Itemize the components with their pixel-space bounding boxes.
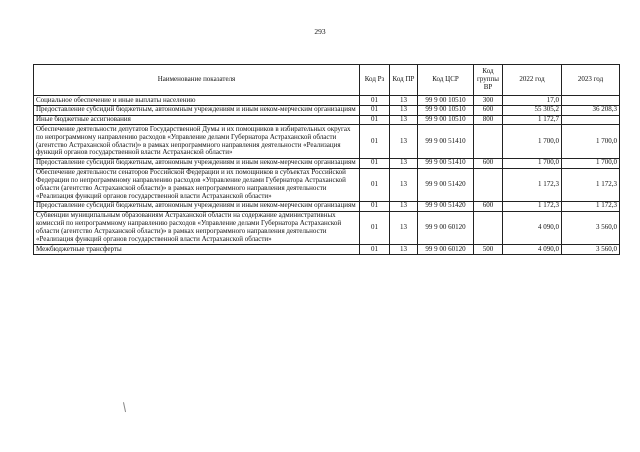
row-2023: 3 560,0	[562, 245, 620, 255]
row-rz: 01	[360, 96, 390, 106]
header-rz: Код Рз	[360, 65, 390, 96]
row-name: Обеспечение деятельности сенаторов Российской Федерации и их помощников в субъектах Российской Федерации по непрограммному направлению расходов «Управление делами Губернатора Астраханской области (агентство Астраханской области)» в рамках непрограммного направления деятельности «Реализация функций органов государственной власти Астраханской области»	[34, 168, 360, 201]
row-pr: 13	[390, 211, 418, 244]
table-header-row	[34, 65, 620, 96]
pen-mark	[123, 402, 127, 412]
table-row	[34, 105, 620, 115]
row-name: Предоставление субсидий бюджетным, автономным учреждениям и иным неком-мерческим организациям	[34, 158, 360, 168]
row-2023: 1 172,3	[562, 201, 620, 211]
row-vr	[474, 125, 503, 158]
row-vr: 600	[474, 105, 503, 115]
row-2023: 3 560,0	[562, 211, 620, 244]
page-number: 293	[314, 27, 326, 36]
row-2022: 1 172,3	[503, 201, 562, 211]
row-pr: 13	[390, 105, 418, 115]
row-vr: 500	[474, 245, 503, 255]
row-vr	[474, 168, 503, 201]
table-row	[34, 245, 620, 255]
row-rz: 01	[360, 158, 390, 168]
row-name: Предоставление субсидий бюджетным, автономным учреждениям и иным неком-мерческим организациям	[34, 105, 360, 115]
row-rz: 01	[360, 211, 390, 244]
row-csr: 99 9 00 10510	[418, 96, 474, 106]
row-name: Субвенции муниципальным образованиям Астраханской области на содержание административных комиссий по непрограммному направлению расходов «Управление делами Губернатора Астраханской области (агентство Астраханской области)» в рамках непрограммного направления деятельности «Реализация функций органов государственной власти Астраханской области»	[34, 211, 360, 244]
row-csr: 99 9 00 10510	[418, 115, 474, 125]
row-vr: 600	[474, 201, 503, 211]
row-rz: 01	[360, 115, 390, 125]
row-2022: 1 700,0	[503, 125, 562, 158]
row-2022: 55 305,2	[503, 105, 562, 115]
table-row	[34, 125, 620, 158]
row-pr: 13	[390, 201, 418, 211]
table-row	[34, 168, 620, 201]
row-pr: 13	[390, 158, 418, 168]
table-row	[34, 115, 620, 125]
row-2022: 4 090,0	[503, 245, 562, 255]
row-name: Межбюджетные трансферты	[34, 245, 360, 255]
row-rz: 01	[360, 245, 390, 255]
table-row	[34, 211, 620, 244]
header-2022: 2022 год	[503, 65, 562, 96]
row-rz: 01	[360, 125, 390, 158]
row-pr: 13	[390, 96, 418, 106]
row-name: Социальное обеспечение и иные выплаты населению	[34, 96, 360, 106]
table-row	[34, 158, 620, 168]
row-vr: 600	[474, 158, 503, 168]
row-vr	[474, 211, 503, 244]
header-name: Наименование показателя	[34, 65, 360, 96]
row-csr: 99 9 00 51420	[418, 168, 474, 201]
row-2023: 1 700,0	[562, 158, 620, 168]
row-2022: 1 172,7	[503, 115, 562, 125]
table-row	[34, 96, 620, 106]
header-pr: Код ПР	[390, 65, 418, 96]
budget-table	[33, 64, 620, 255]
row-2022: 1 700,0	[503, 158, 562, 168]
header-2023: 2023 год	[562, 65, 620, 96]
row-name: Обеспечение деятельности депутатов Государственной Думы и их помощников в избирательных округах по непрограммному направлению расходов «Управление делами Губернатора Астраханской области (агентство Астраханской области)» в рамках непрограммного направления деятельности «Реализация функций органов государственной власти Астраханской области»	[34, 125, 360, 158]
row-vr: 300	[474, 96, 503, 106]
row-pr: 13	[390, 245, 418, 255]
row-vr: 800	[474, 115, 503, 125]
row-2023: 36 208,3	[562, 105, 620, 115]
header-vr: Код группы ВР	[474, 65, 503, 96]
row-2023	[562, 96, 620, 106]
row-csr: 99 9 00 60120	[418, 211, 474, 244]
row-name: Предоставление субсидий бюджетным, автономным учреждениям и иным неком-мерческим организациям	[34, 201, 360, 211]
row-2022: 17,0	[503, 96, 562, 106]
header-csr: Код ЦСР	[418, 65, 474, 96]
row-csr: 99 9 00 51420	[418, 201, 474, 211]
row-rz: 01	[360, 201, 390, 211]
row-pr: 13	[390, 125, 418, 158]
row-pr: 13	[390, 115, 418, 125]
row-rz: 01	[360, 105, 390, 115]
row-2022: 4 090,0	[503, 211, 562, 244]
row-csr: 99 9 00 51410	[418, 158, 474, 168]
row-csr: 99 9 00 10510	[418, 105, 474, 115]
row-pr: 13	[390, 168, 418, 201]
row-name: Иные бюджетные ассигнования	[34, 115, 360, 125]
row-rz: 01	[360, 168, 390, 201]
row-2023: 1 700,0	[562, 125, 620, 158]
row-2022: 1 172,3	[503, 168, 562, 201]
row-csr: 99 9 00 60120	[418, 245, 474, 255]
row-2023: 1 172,3	[562, 168, 620, 201]
row-2023	[562, 115, 620, 125]
row-csr: 99 9 00 51410	[418, 125, 474, 158]
table-row	[34, 201, 620, 211]
